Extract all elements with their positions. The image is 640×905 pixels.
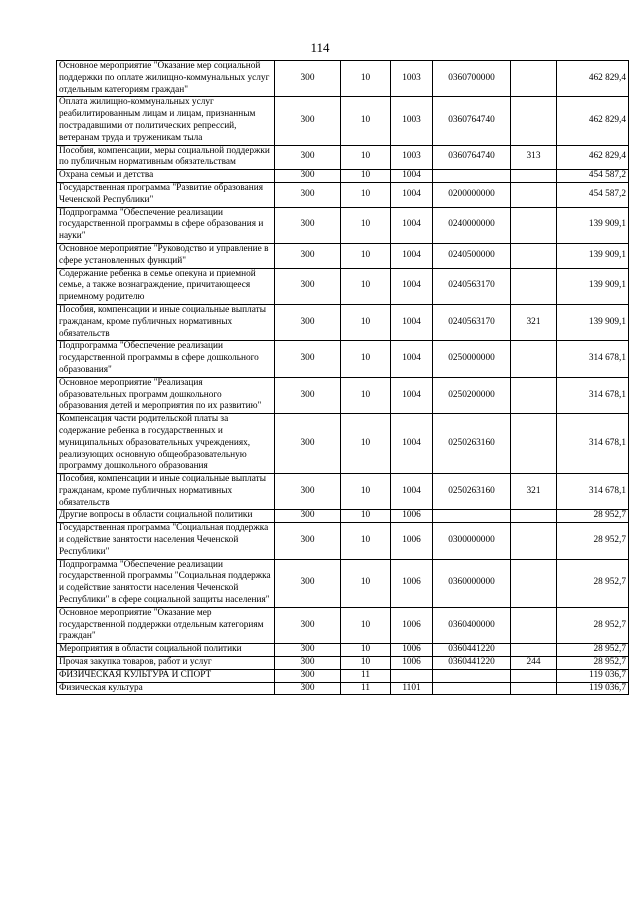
- row-name-cell: Основное мероприятие "Руководство и управление в сфере установленных функций": [57, 243, 275, 268]
- ministry-code-cell: 300: [275, 644, 341, 657]
- target-article-cell: 0240500000: [433, 243, 511, 268]
- target-article-cell: [433, 170, 511, 183]
- target-article-cell: 0250263160: [433, 414, 511, 474]
- table-row: [57, 644, 629, 657]
- expense-type-cell: 244: [511, 657, 557, 670]
- amount-cell: 119 036,7: [557, 669, 629, 682]
- amount-cell: 462 829,4: [557, 145, 629, 170]
- table-row: [57, 523, 629, 559]
- amount-cell: 139 909,1: [557, 207, 629, 243]
- target-article-cell: 0360700000: [433, 61, 511, 97]
- ministry-code-cell: 300: [275, 682, 341, 695]
- amount-cell: 314 678,1: [557, 474, 629, 510]
- section-code-cell: 10: [341, 182, 391, 207]
- target-article-cell: 0240000000: [433, 207, 511, 243]
- section-code-cell: 10: [341, 341, 391, 377]
- expense-type-cell: [511, 170, 557, 183]
- subsection-code-cell: 1004: [391, 474, 433, 510]
- expense-type-cell: 321: [511, 304, 557, 340]
- section-code-cell: 11: [341, 669, 391, 682]
- expense-type-cell: [511, 682, 557, 695]
- amount-cell: 28 952,7: [557, 657, 629, 670]
- row-name-cell: Прочая закупка товаров, работ и услуг: [57, 657, 275, 670]
- expense-type-cell: [511, 341, 557, 377]
- target-article-cell: 0200000000: [433, 182, 511, 207]
- ministry-code-cell: 300: [275, 474, 341, 510]
- ministry-code-cell: 300: [275, 182, 341, 207]
- section-code-cell: 10: [341, 243, 391, 268]
- subsection-code-cell: 1003: [391, 97, 433, 145]
- amount-cell: 28 952,7: [557, 607, 629, 643]
- table-row: [57, 170, 629, 183]
- ministry-code-cell: 300: [275, 607, 341, 643]
- table-row: [57, 682, 629, 695]
- section-code-cell: 10: [341, 644, 391, 657]
- table-row: [57, 657, 629, 670]
- target-article-cell: 0250263160: [433, 474, 511, 510]
- table-row: [57, 145, 629, 170]
- section-code-cell: 10: [341, 607, 391, 643]
- row-name-cell: Пособия, компенсации и иные социальные выплаты гражданам, кроме публичных нормативных обязательств: [57, 304, 275, 340]
- ministry-code-cell: 300: [275, 61, 341, 97]
- ministry-code-cell: 300: [275, 657, 341, 670]
- ministry-code-cell: 300: [275, 268, 341, 304]
- expense-type-cell: [511, 243, 557, 268]
- table-row: [57, 341, 629, 377]
- subsection-code-cell: 1004: [391, 207, 433, 243]
- target-article-cell: [433, 669, 511, 682]
- section-code-cell: 10: [341, 61, 391, 97]
- ministry-code-cell: 300: [275, 97, 341, 145]
- table-row: [57, 304, 629, 340]
- section-code-cell: 10: [341, 657, 391, 670]
- table-row: [57, 97, 629, 145]
- target-article-cell: 0300000000: [433, 523, 511, 559]
- target-article-cell: 0250000000: [433, 341, 511, 377]
- target-article-cell: [433, 682, 511, 695]
- row-name-cell: Основное мероприятие "Оказание мер социальной поддержки по оплате жилищно-коммунальных услуг отдельным категориям граждан": [57, 61, 275, 97]
- ministry-code-cell: 300: [275, 377, 341, 413]
- row-name-cell: Физическая культура: [57, 682, 275, 695]
- ministry-code-cell: 300: [275, 669, 341, 682]
- table-row: [57, 474, 629, 510]
- subsection-code-cell: 1006: [391, 523, 433, 559]
- section-code-cell: 10: [341, 377, 391, 413]
- target-article-cell: 0240563170: [433, 268, 511, 304]
- budget-table: [56, 60, 629, 695]
- subsection-code-cell: 1006: [391, 607, 433, 643]
- row-name-cell: Содержание ребенка в семье опекуна и приемной семье, а также вознаграждение, причитающееся приемному родителю: [57, 268, 275, 304]
- table-row: [57, 559, 629, 607]
- amount-cell: 314 678,1: [557, 341, 629, 377]
- table-row: [57, 207, 629, 243]
- expense-type-cell: [511, 268, 557, 304]
- amount-cell: 139 909,1: [557, 268, 629, 304]
- subsection-code-cell: 1006: [391, 559, 433, 607]
- target-article-cell: 0360441220: [433, 644, 511, 657]
- subsection-code-cell: 1006: [391, 657, 433, 670]
- section-code-cell: 10: [341, 170, 391, 183]
- target-article-cell: 0360764740: [433, 97, 511, 145]
- expense-type-cell: [511, 607, 557, 643]
- row-name-cell: Основное мероприятие "Оказание мер государственной поддержки отдельным категориям граждан": [57, 607, 275, 643]
- expense-type-cell: [511, 523, 557, 559]
- table-row: [57, 377, 629, 413]
- subsection-code-cell: 1004: [391, 414, 433, 474]
- subsection-code-cell: 1004: [391, 243, 433, 268]
- section-code-cell: 10: [341, 304, 391, 340]
- target-article-cell: 0360441220: [433, 657, 511, 670]
- expense-type-cell: [511, 377, 557, 413]
- subsection-code-cell: 1004: [391, 170, 433, 183]
- table-row: [57, 669, 629, 682]
- ministry-code-cell: 300: [275, 170, 341, 183]
- amount-cell: 28 952,7: [557, 523, 629, 559]
- table-row: [57, 268, 629, 304]
- table-row: [57, 607, 629, 643]
- expense-type-cell: [511, 669, 557, 682]
- section-code-cell: 10: [341, 474, 391, 510]
- section-code-cell: 10: [341, 97, 391, 145]
- row-name-cell: Пособия, компенсации, меры социальной поддержки по публичным нормативным обязательствам: [57, 145, 275, 170]
- amount-cell: 454 587,2: [557, 182, 629, 207]
- row-name-cell: Оплата жилищно-коммунальных услуг реабилитированным лицам и лицам, признанным пострадавшими от политических репрессий, ветеранам труда и труженикам тыла: [57, 97, 275, 145]
- subsection-code-cell: 1003: [391, 145, 433, 170]
- ministry-code-cell: 300: [275, 207, 341, 243]
- subsection-code-cell: 1004: [391, 304, 433, 340]
- table-row: [57, 182, 629, 207]
- subsection-code-cell: 1004: [391, 341, 433, 377]
- target-article-cell: 0360400000: [433, 607, 511, 643]
- amount-cell: 28 952,7: [557, 559, 629, 607]
- subsection-code-cell: 1004: [391, 268, 433, 304]
- ministry-code-cell: 300: [275, 341, 341, 377]
- amount-cell: 28 952,7: [557, 510, 629, 523]
- section-code-cell: 10: [341, 145, 391, 170]
- subsection-code-cell: 1006: [391, 510, 433, 523]
- expense-type-cell: 321: [511, 474, 557, 510]
- target-article-cell: 0240563170: [433, 304, 511, 340]
- expense-type-cell: [511, 207, 557, 243]
- expense-type-cell: [511, 644, 557, 657]
- ministry-code-cell: 300: [275, 304, 341, 340]
- row-name-cell: Мероприятия в области социальной политики: [57, 644, 275, 657]
- table-row: [57, 414, 629, 474]
- amount-cell: 314 678,1: [557, 414, 629, 474]
- subsection-code-cell: 1003: [391, 61, 433, 97]
- amount-cell: 28 952,7: [557, 644, 629, 657]
- expense-type-cell: [511, 559, 557, 607]
- amount-cell: 119 036,7: [557, 682, 629, 695]
- expense-type-cell: 313: [511, 145, 557, 170]
- row-name-cell: Государственная программа "Развитие образования Чеченской Республики": [57, 182, 275, 207]
- ministry-code-cell: 300: [275, 510, 341, 523]
- ministry-code-cell: 300: [275, 559, 341, 607]
- expense-type-cell: [511, 510, 557, 523]
- amount-cell: 454 587,2: [557, 170, 629, 183]
- section-code-cell: 10: [341, 559, 391, 607]
- row-name-cell: Другие вопросы в области социальной политики: [57, 510, 275, 523]
- amount-cell: 139 909,1: [557, 304, 629, 340]
- expense-type-cell: [511, 97, 557, 145]
- row-name-cell: Подпрограмма "Обеспечение реализации государственной программы в сфере дошкольного образования": [57, 341, 275, 377]
- target-article-cell: 0360764740: [433, 145, 511, 170]
- table-row: [57, 61, 629, 97]
- ministry-code-cell: 300: [275, 145, 341, 170]
- row-name-cell: Подпрограмма "Обеспечение реализации государственной программы "Социальная поддержка и содействие занятости населения Чеченской Республики" в сфере социальной защиты населения": [57, 559, 275, 607]
- section-code-cell: 11: [341, 682, 391, 695]
- ministry-code-cell: 300: [275, 414, 341, 474]
- table-body: [57, 61, 629, 695]
- subsection-code-cell: 1004: [391, 182, 433, 207]
- section-code-cell: 10: [341, 414, 391, 474]
- row-name-cell: Охрана семьи и детства: [57, 170, 275, 183]
- subsection-code-cell: 1101: [391, 682, 433, 695]
- row-name-cell: ФИЗИЧЕСКАЯ КУЛЬТУРА И СПОРТ: [57, 669, 275, 682]
- row-name-cell: Основное мероприятие "Реализация образовательных программ дошкольного образования детей и мероприятия по их развитию": [57, 377, 275, 413]
- target-article-cell: 0360000000: [433, 559, 511, 607]
- amount-cell: 462 829,4: [557, 61, 629, 97]
- ministry-code-cell: 300: [275, 243, 341, 268]
- expense-type-cell: [511, 182, 557, 207]
- section-code-cell: 10: [341, 523, 391, 559]
- ministry-code-cell: 300: [275, 523, 341, 559]
- section-code-cell: 10: [341, 207, 391, 243]
- subsection-code-cell: 1006: [391, 644, 433, 657]
- subsection-code-cell: 1004: [391, 377, 433, 413]
- row-name-cell: Компенсация части родительской платы за содержание ребенка в государственных и муниципальных образовательных учреждениях, реализующих основную общеобразовательную программу дошкольного образования: [57, 414, 275, 474]
- row-name-cell: Подпрограмма "Обеспечение реализации государственной программы в сфере образования и науки": [57, 207, 275, 243]
- amount-cell: 462 829,4: [557, 97, 629, 145]
- table-row: [57, 243, 629, 268]
- amount-cell: 314 678,1: [557, 377, 629, 413]
- target-article-cell: [433, 510, 511, 523]
- row-name-cell: Государственная программа "Социальная поддержка и содействие занятости населения Чеченской Республики": [57, 523, 275, 559]
- row-name-cell: Пособия, компенсации и иные социальные выплаты гражданам, кроме публичных нормативных обязательств: [57, 474, 275, 510]
- target-article-cell: 0250200000: [433, 377, 511, 413]
- expense-type-cell: [511, 61, 557, 97]
- subsection-code-cell: [391, 669, 433, 682]
- section-code-cell: 10: [341, 268, 391, 304]
- page-number: 114: [310, 40, 330, 55]
- section-code-cell: 10: [341, 510, 391, 523]
- table-row: [57, 510, 629, 523]
- expense-type-cell: [511, 414, 557, 474]
- amount-cell: 139 909,1: [557, 243, 629, 268]
